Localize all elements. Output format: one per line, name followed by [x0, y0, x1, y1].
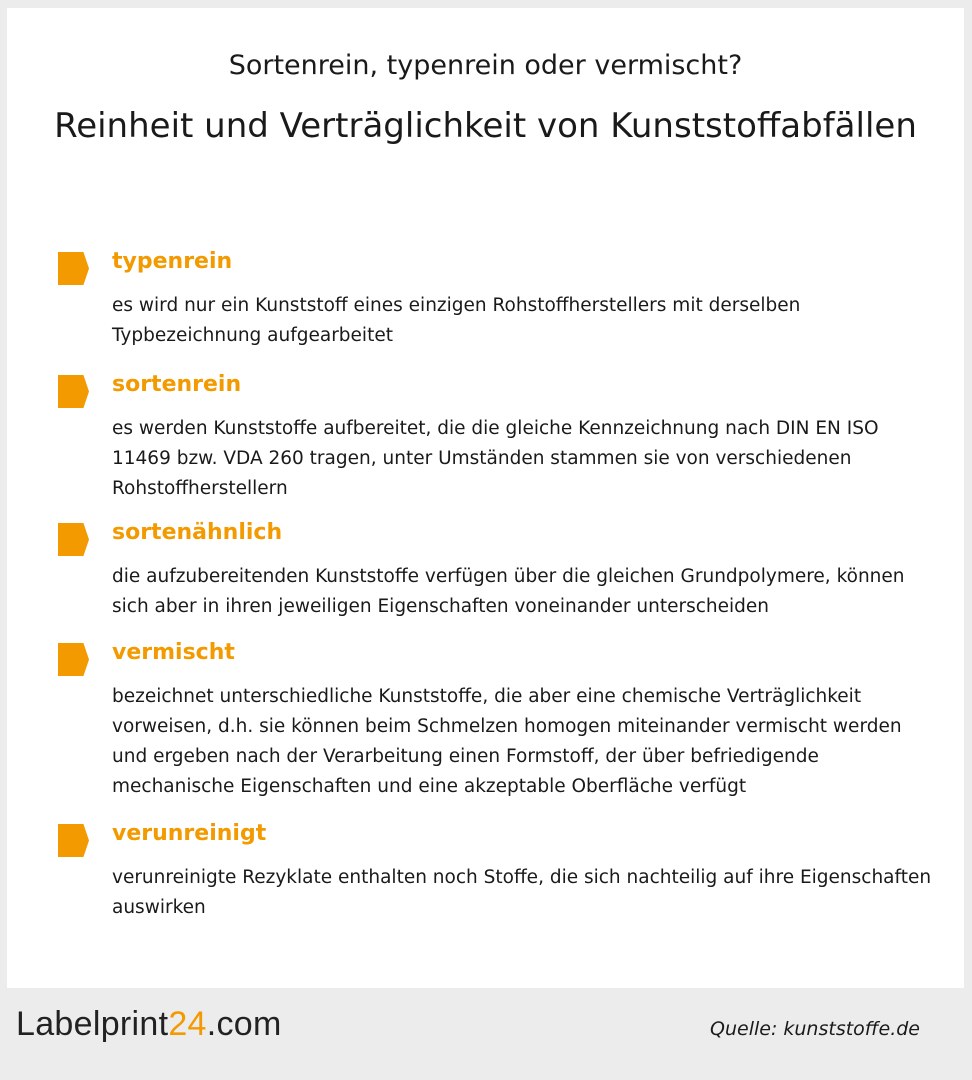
item-term: verunreinigt — [112, 821, 267, 846]
item-term: sortenrein — [112, 372, 242, 397]
chevron-marker-icon — [58, 375, 89, 408]
item-description: es wird nur ein Kunststoff eines einzigen Rohstoffherstellers mit derselben Typbezeichnung aufgearbeitet — [112, 295, 801, 346]
chevron-marker-icon — [58, 824, 89, 857]
labelprint24-logo — [16, 1005, 282, 1044]
infographic-card — [7, 8, 964, 988]
page-title: Reinheit und Verträglichkeit von Kunststoffabfällen — [54, 106, 917, 146]
logo-text: Labelprint — [16, 1005, 169, 1043]
logo-number: 24 — [168, 1005, 207, 1043]
item-term: sortenähnlich — [112, 520, 283, 545]
item-term: vermischt — [112, 640, 235, 665]
item-description: bezeichnet unterschiedliche Kunststoffe, die aber eine chemische Verträglichkeit vorweisen, d.h. sie können beim Schmelzen homogen miteinander vermischt werden und ergeben nach der Verarbeitung einen Formstoff, der über befriedigende mechanische Eigenschaften und eine akzeptable Oberfläche verfügt — [112, 686, 902, 797]
source-credit: Quelle: kunststoffe.de — [710, 1018, 920, 1040]
subtitle: Sortenrein, typenrein oder vermischt? — [228, 50, 743, 81]
item-description: die aufzubereitenden Kunststoffe verfügen über die gleichen Grundpolymere, können sich aber in ihren jeweiligen Eigenschaften voneinander unterscheiden — [112, 566, 905, 617]
item-term: typenrein — [112, 249, 233, 274]
chevron-marker-icon — [58, 252, 89, 285]
item-description: es werden Kunststoffe aufbereitet, die die gleiche Kennzeichnung nach DIN EN ISO 11469 bzw. VDA 260 tragen, unter Umständen stammen sie von verschiedenen Rohstoffherstellern — [112, 418, 879, 499]
item-description: verunreinigte Rezyklate enthalten noch Stoffe, die sich nachteilig auf ihre Eigenschaften auswirken — [112, 867, 932, 918]
logo-domain: .com — [206, 1005, 282, 1043]
chevron-marker-icon — [58, 523, 89, 556]
chevron-marker-icon — [58, 643, 89, 676]
